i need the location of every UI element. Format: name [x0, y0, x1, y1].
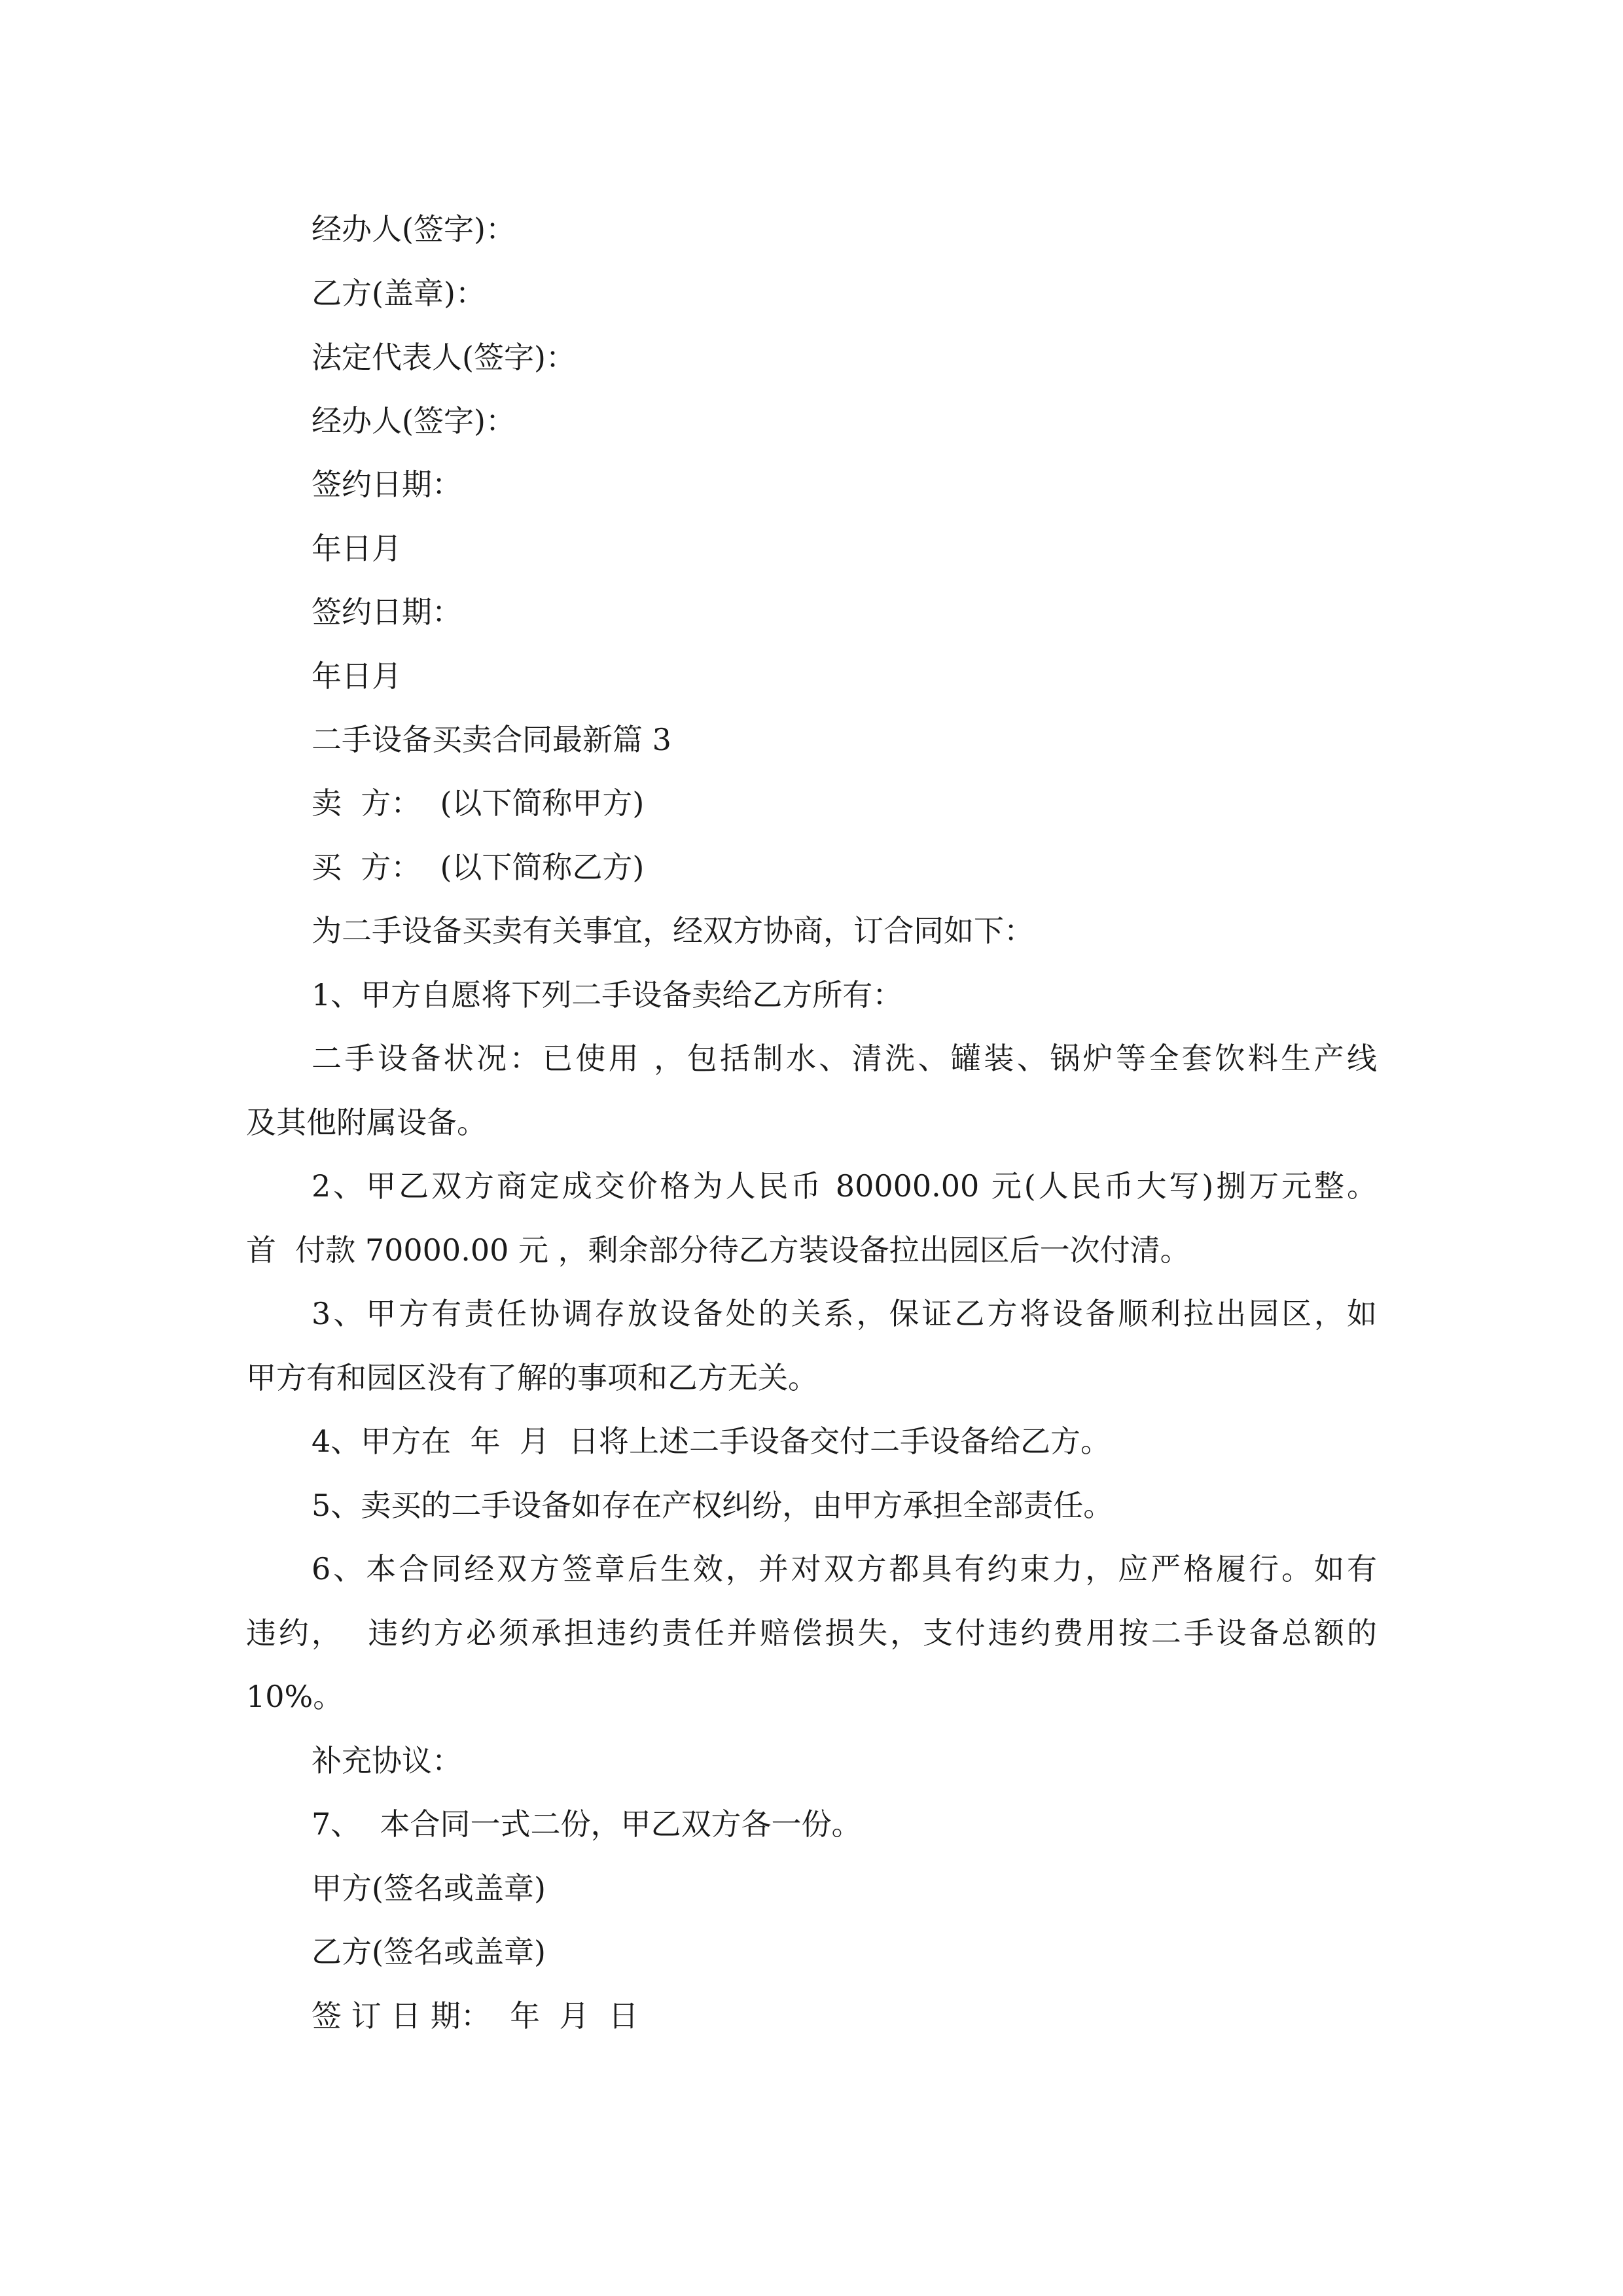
equipment-status-line: 二手设备状况：已使用 ，包括制水、清洗、罐装、锅炉等全套饮料生产线 [312, 1041, 1377, 1076]
handler-signature-line: 经办人(签字)： [312, 211, 516, 247]
clause-4: 4、甲方在 年 月 日将上述二手设备交付二手设备给乙方。 [312, 1424, 1111, 1459]
signing-date-line: 签约日期： [312, 467, 462, 502]
party-b-signature-line: 乙方(签名或盖章) [312, 1934, 546, 1969]
clause-2-continuation: 首 付款 70000.00 元 ，剩余部分待乙方装设备拉出园区后一次付清。 [246, 1232, 1190, 1268]
supplementary-heading: 补充协议： [312, 1743, 462, 1778]
clause-7: 7、 本合同一式二份，甲乙双方各一份。 [312, 1806, 862, 1842]
signing-date-line: 签约日期： [312, 594, 462, 630]
clause-6-continuation: 违约， 违约方必须承担违约责任并赔偿损失，支付违约费用按二手设备总额的 [246, 1615, 1377, 1651]
buyer-line: 买 方： (以下简称乙方) [312, 850, 645, 885]
legal-rep-signature-line: 法定代表人(签字)： [312, 340, 576, 375]
signing-date-final: 签 订 日 期： 年 月 日 [312, 1998, 639, 2034]
section-heading: 二手设备买卖合同最新篇 3 [312, 722, 671, 757]
party-b-seal-line: 乙方(盖章)： [312, 276, 486, 311]
party-a-signature-line: 甲方(签名或盖章) [312, 1871, 546, 1906]
date-placeholder-line: 年日月 [312, 658, 402, 694]
clause-5: 5、卖买的二手设备如存在产权纠纷，由甲方承担全部责任。 [312, 1488, 1114, 1523]
clause-6-end: 10%。 [246, 1679, 344, 1714]
clause-6: 6、本合同经双方签章后生效，并对双方都具有约束力，应严格履行。如有 [312, 1551, 1377, 1587]
clause-2: 2、甲乙双方商定成交价格为人民币 80000.00 元(人民币大写)捌万元整。 [312, 1168, 1377, 1204]
handler-signature-line: 经办人(签字)： [312, 403, 516, 439]
clause-3-continuation: 甲方有和园区没有了解的事项和乙方无关。 [246, 1360, 818, 1395]
date-placeholder-line: 年日月 [312, 531, 402, 566]
equipment-status-continuation: 及其他附属设备。 [246, 1105, 487, 1140]
intro-paragraph: 为二手设备买卖有关事宜，经双方协商，订合同如下： [312, 913, 1034, 948]
seller-line: 卖 方： (以下简称甲方) [312, 785, 645, 821]
clause-3: 3、甲方有责任协调存放设备处的关系，保证乙方将设备顺利拉出园区，如 [312, 1296, 1377, 1331]
clause-1: 1、甲方自愿将下列二手设备卖给乙方所有： [312, 977, 903, 1013]
